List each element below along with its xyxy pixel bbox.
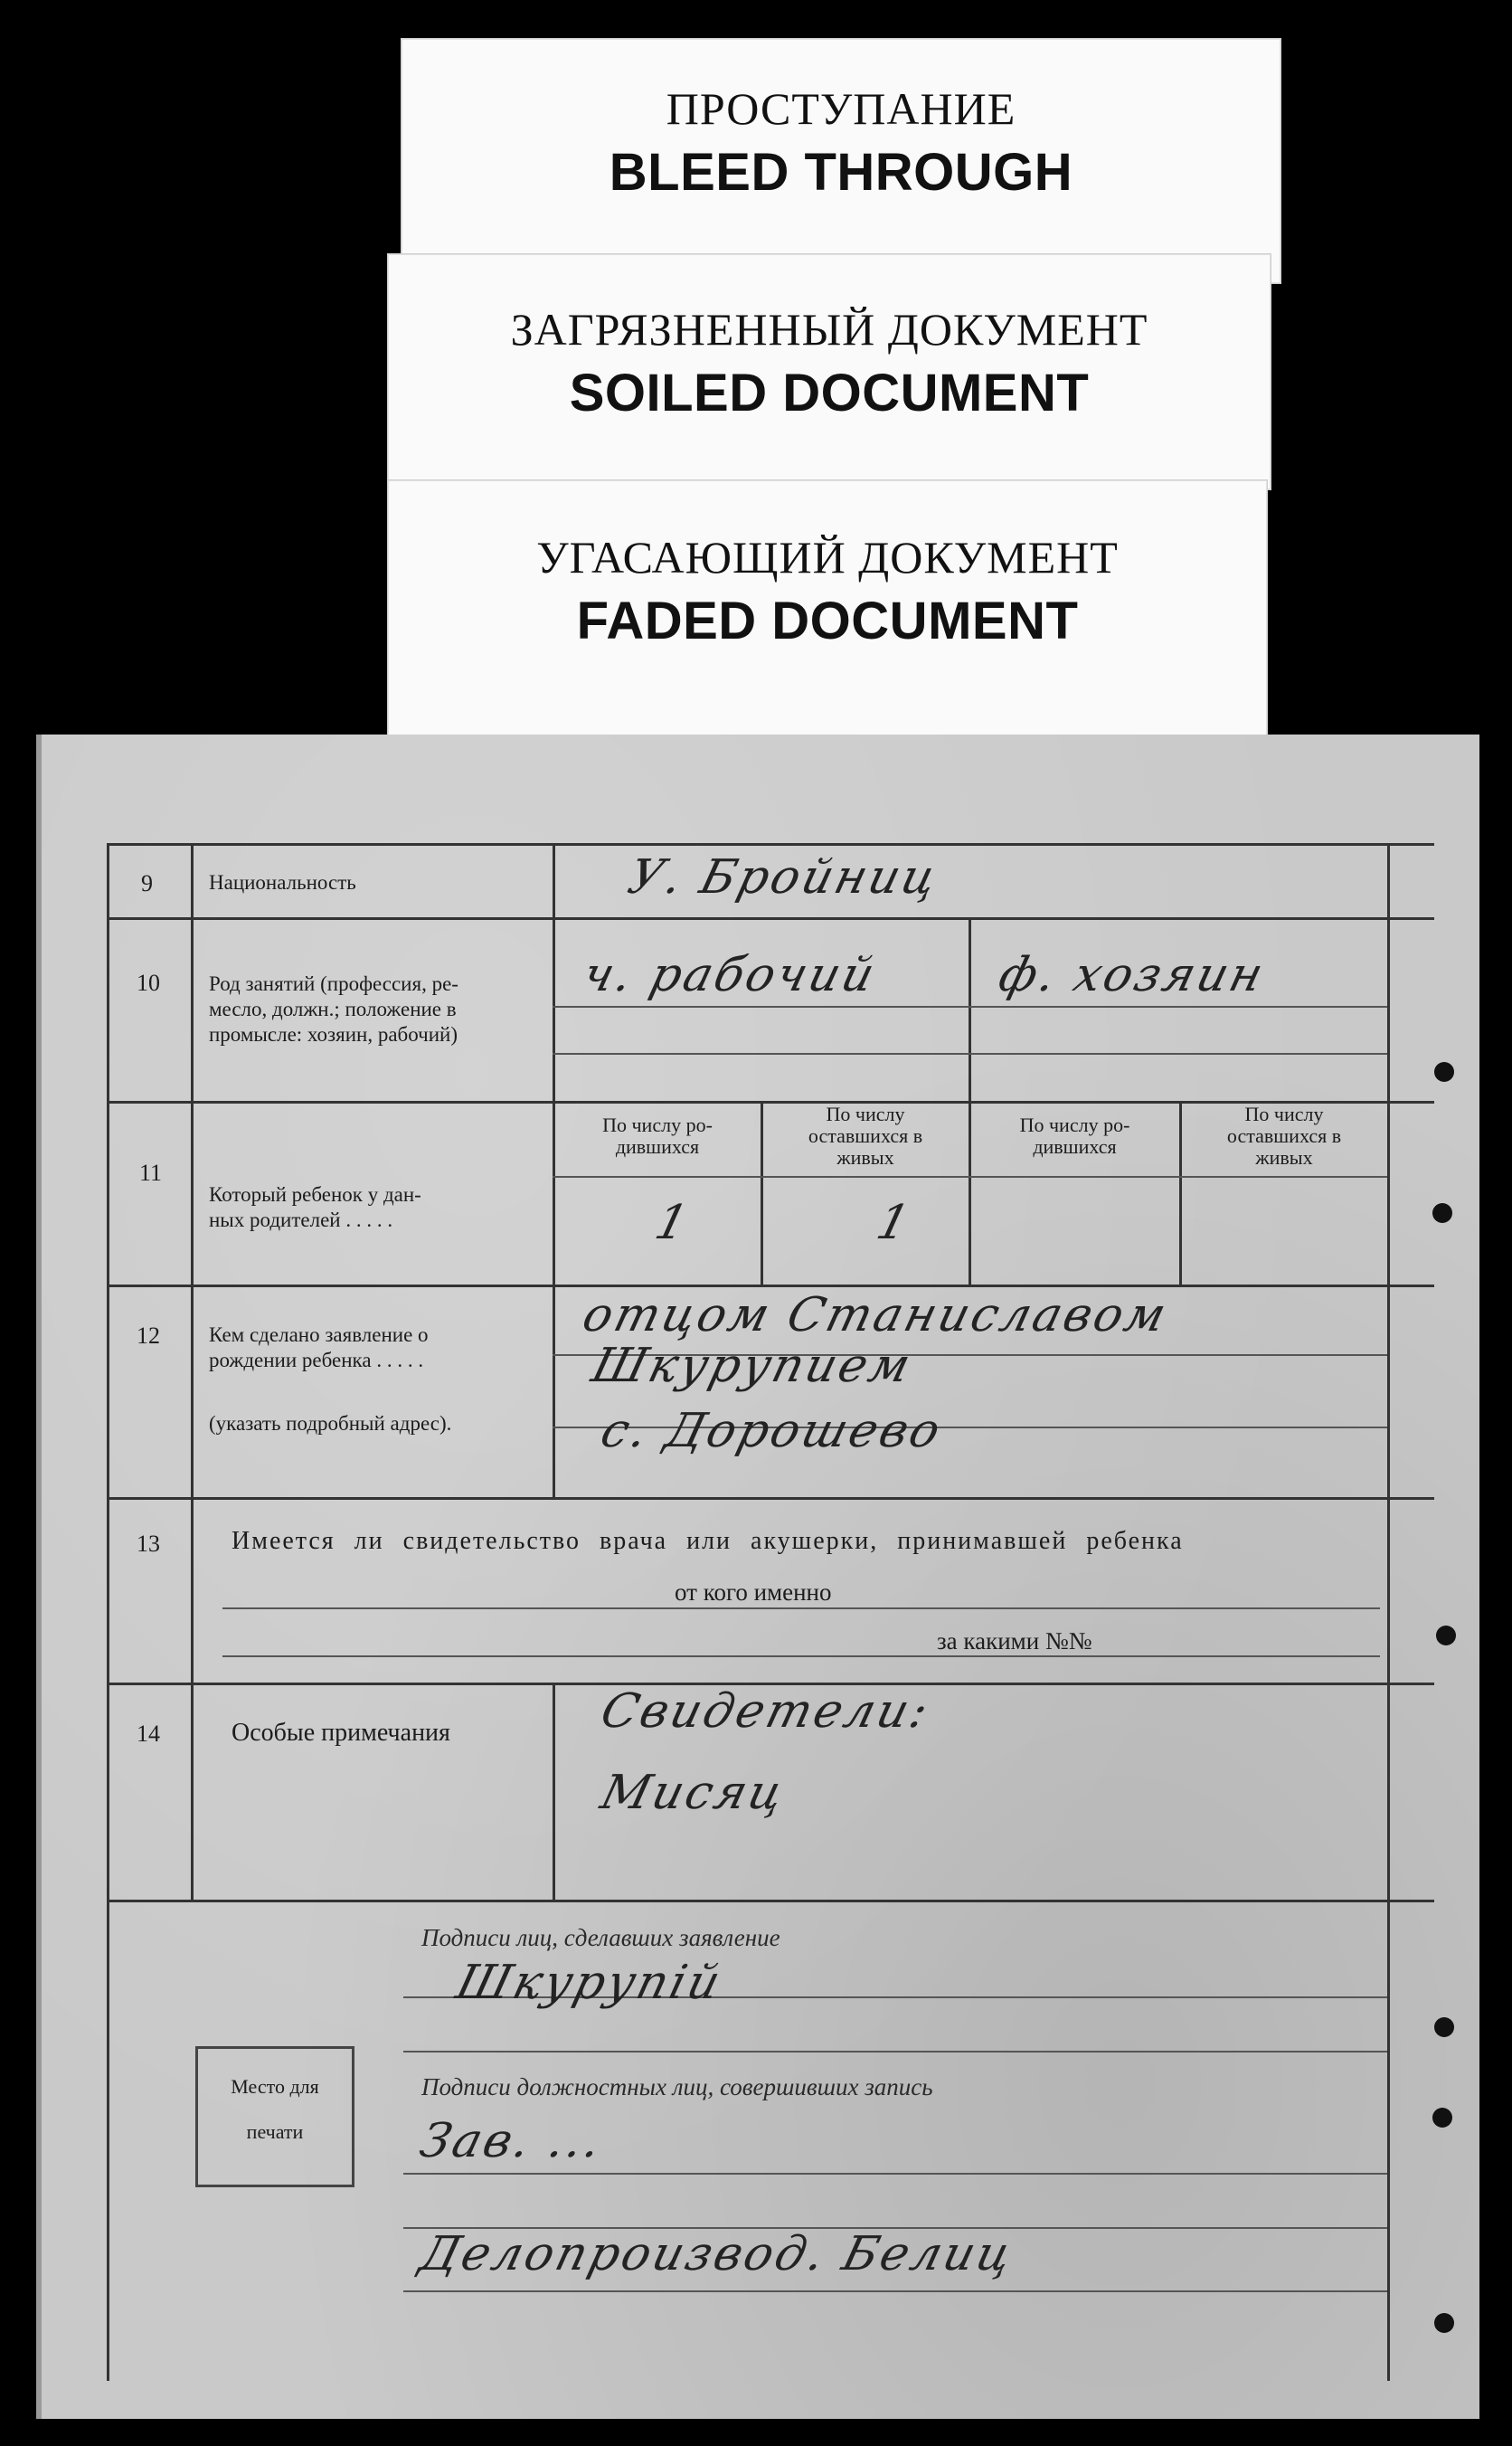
row-line-11-12 [107,1285,1434,1287]
birth-order-value-2: 1 [871,1196,918,1250]
row-13-from-whom: от кого именно [675,1579,832,1606]
row-11-col3-header-1: По числу ро- [1019,1114,1130,1136]
stamp-placeholder-label-2: печати [246,2120,304,2143]
row-11-col4-header [1183,1104,1385,1169]
stamp-placeholder-box [195,2046,354,2187]
row-line-14-sign [107,1900,1434,1902]
birth-order-value-1: 1 [649,1196,696,1250]
row-11-col3-header-2: дившихся [1033,1135,1117,1158]
row-12-label-line-2: рождении ребенка . . . . . [209,1349,424,1371]
row-10-number: 10 [137,970,160,996]
row-11-col2-header-2: оставшихся в [808,1124,923,1147]
row-11-col4-header-1: По числу [1244,1103,1324,1125]
row-14-label: Особые примечания [232,1719,450,1747]
row-11-col1-header-1: По числу ро- [602,1114,713,1136]
binding-hole-5 [1432,2108,1452,2128]
row-11-col3-header [973,1114,1177,1158]
row-13-question: Имеется ли свидетельство врача или акушерки, принимавшей ребенка [232,1527,1184,1555]
faded-document-card [387,479,1268,744]
binding-hole-1 [1434,1062,1454,1082]
official-signature-2: Делопроизвод. Белиц [414,2227,1020,2281]
bleed-through-ru-label: ПРОСТУПАНИЕ [666,83,1016,134]
bleed-through-card [401,38,1281,284]
row-11-col4-header-2: оставшихся в [1226,1124,1342,1147]
row-10-label-line-3: промысле: хозяин, рабочий) [209,1023,458,1046]
binding-hole-4 [1434,2017,1454,2037]
writing-line-10a [553,1006,1387,1008]
row-10-label-line-2: месло, должн.; положение в [209,998,457,1020]
writing-line-sign-3 [403,2173,1387,2175]
binding-hole-3 [1436,1626,1456,1645]
row-line-top [107,843,1434,846]
col-line-11-a [761,1101,763,1285]
declarant-signature: Шкурупій [450,1956,729,2010]
writing-line-10b [553,1053,1387,1055]
row-12-label-line-1: Кем сделано заявление о [209,1323,429,1346]
row-11-col4-header-3: живых [1255,1146,1313,1169]
binding-hole-2 [1432,1203,1452,1223]
row-9-label: Национальность [209,871,356,894]
writing-line-13a [222,1607,1380,1609]
row-11-col2-header-1: По числу [826,1103,905,1125]
row-10-label-line-1: Род занятий (профессия, ре- [209,972,458,995]
col-line-11-c [1179,1101,1182,1285]
soiled-document-ru-label: ЗАГРЯЗНЕННЫЙ ДОКУМЕНТ [510,304,1148,355]
col-line-11-b [969,1101,971,1285]
row-12-number: 12 [137,1323,160,1349]
col-line-label-14 [553,1683,555,1900]
binding-hole-6 [1434,2313,1454,2333]
row-11-col1-header-2: дившихся [615,1135,700,1158]
faded-document-ru-label: УГАСАЮЩИЙ ДОКУМЕНТ [536,532,1119,583]
col-line-right [1387,843,1390,2381]
declarant-handwriting-1: отцом Станиславом [577,1288,1175,1342]
stamp-placeholder-label-1: Место для [231,2075,319,2098]
row-11-col2-header-3: живых [836,1146,894,1169]
row-11-header-line [553,1176,1387,1178]
row-11-label-line-1: Который ребенок у дан- [209,1183,421,1206]
row-line-12-13 [107,1497,1434,1500]
birth-record-page [36,735,1479,2419]
bleed-through-en-label: BLEED THROUGH [609,143,1073,202]
writing-line-sign-5 [403,2290,1387,2292]
row-9-number: 9 [141,870,153,896]
officials-signature-label: Подписи должностных лиц, совершивших запись [421,2073,933,2100]
row-14-number: 14 [137,1721,160,1747]
remarks-handwriting-2: Мисяц [595,1766,792,1820]
occupation-handwriting-a: ч. рабочий [577,948,883,1002]
soiled-document-en-label: SOILED DOCUMENT [569,364,1090,422]
row-11-label-line-2: ных родителей . . . . . [209,1209,393,1231]
remarks-handwriting-1: Свидетели: [595,1684,936,1739]
declarants-signature-label: Подписи лиц, сделавших заявление [421,1924,780,1951]
row-13-numbers: за какими №№ [937,1627,1092,1654]
row-11-number: 11 [139,1160,163,1186]
col-line-label [553,843,555,1497]
row-line-9-10 [107,917,1434,920]
faded-document-en-label: FADED DOCUMENT [576,592,1079,650]
col-line-left [107,843,109,2381]
nationality-handwriting: У. Бройниц [622,850,945,905]
row-13-number: 13 [137,1531,160,1557]
row-11-col2-header [765,1104,966,1169]
col-line-num [191,843,194,1900]
row-12-label-line-3: (указать подробный адрес). [209,1412,452,1435]
soiled-document-card [387,253,1271,490]
col-line-mid-10 [969,917,971,1101]
writing-line-13b [222,1655,1380,1657]
occupation-handwriting-b: ф. хозяин [993,948,1271,1002]
row-11-col1-header [557,1114,758,1158]
official-signature-1: Зав. ... [414,2114,610,2168]
declarant-address-handwriting: с. Дорошево [595,1404,949,1458]
declarant-handwriting-2: Шкурупием [586,1339,919,1393]
writing-line-sign-2 [403,2051,1387,2053]
